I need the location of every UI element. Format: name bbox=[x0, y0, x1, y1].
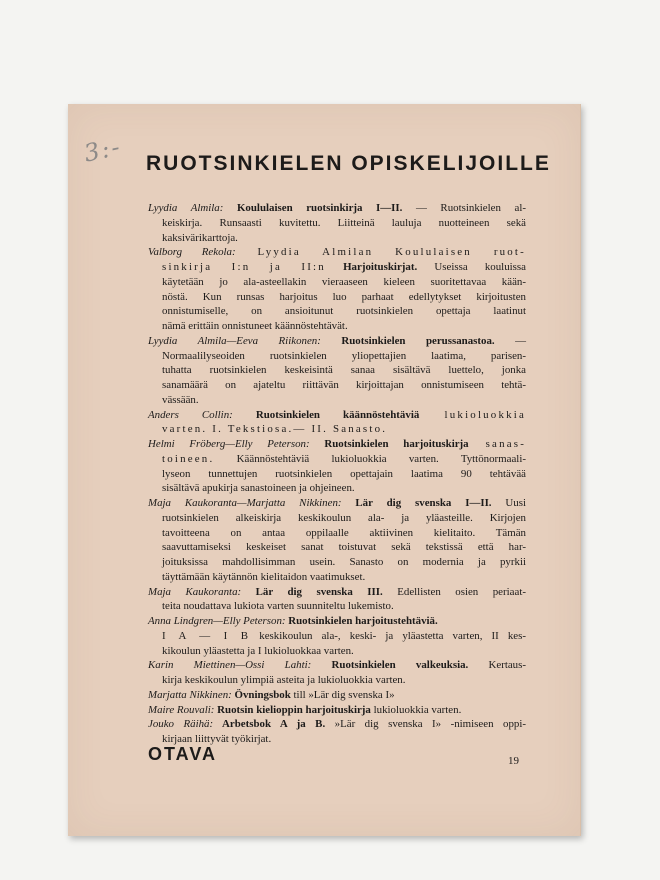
entry-author: Maja Kaukoranta: bbox=[148, 585, 242, 598]
entry-line bbox=[148, 629, 526, 644]
entry-text: till »Lär dig svenska I» bbox=[290, 688, 395, 701]
entry-line: onnistumiselle, on ansioitunut ruotsinkielen opettaja laatinut bbox=[162, 305, 526, 318]
entry-line: nämä erittäin onnistuneet käännöstehtävät. bbox=[162, 320, 348, 332]
entry-line bbox=[148, 614, 526, 629]
entry-title: Ruotsin kielioppin harjoituskirja bbox=[214, 703, 371, 716]
entry-text: lukioluokkia varten. bbox=[370, 703, 462, 716]
entry-line bbox=[148, 585, 526, 600]
entry-line: varten. I. Tekstiosa.— II. Sanasto. bbox=[162, 423, 388, 436]
entry-line bbox=[148, 496, 526, 511]
entry-title: Ruotsinkielen valkeuksia. bbox=[311, 659, 469, 672]
entry-line bbox=[148, 245, 526, 260]
entry-line: tuhatta ruotsinkielen keskeisintä sanaa sisältävä luettelo, jonka bbox=[162, 364, 526, 377]
entry-text: Käännöstehtäviä lukioluokkia varten. Tyttönormaali- bbox=[214, 452, 526, 465]
entry-line: täyttämään käytännön kielitaidon vaatimukset. bbox=[162, 570, 366, 583]
book-entry-almila-koululaisen bbox=[148, 201, 526, 245]
entry-line: kikoulun yläastetta ja I lukioluokkaa varten. bbox=[162, 644, 354, 657]
entry-title: Lär dig svenska I—II. bbox=[341, 497, 492, 509]
entry-author: Maja Kaukoranta—Marjatta Nikkinen: bbox=[148, 497, 342, 509]
entry-line: käytetään jo ala-asteellakin vieraaseen kieleen suoritettavaa kään- bbox=[162, 275, 526, 288]
entry-line: joituksissa mahdollisimman usein. Sanasto on modernia ja pyrkii bbox=[162, 556, 526, 568]
book-entry-raiha-arbetsbok bbox=[148, 717, 526, 747]
entry-author: Marjatta Nikkinen: bbox=[148, 688, 232, 701]
entry-text: sanas- bbox=[468, 438, 527, 450]
book-entry-lar-dig-svenska bbox=[148, 496, 526, 585]
entry-line bbox=[148, 408, 526, 423]
entry-line: Normaalilyseoiden ruotsinkielen yliopettajien laatima, parisen- bbox=[162, 349, 526, 362]
entry-line bbox=[148, 334, 526, 349]
book-entry-perussanastoa bbox=[148, 334, 526, 408]
entry-text: Useissa kouluissa bbox=[417, 261, 526, 273]
entry-text: — bbox=[494, 334, 526, 347]
page-heading: RUOTSINKIELEN OPISKELIJOILLE bbox=[146, 152, 551, 175]
book-entry-lar-dig-svenska-3 bbox=[148, 585, 526, 615]
entry-line: nöstä. Kun runsas harjoitus luo parhaat edellytykset kirjoitusten bbox=[162, 290, 526, 303]
entry-text: keskikoulun ala-, keski- ja yläastetta varten, II kes- bbox=[250, 629, 527, 642]
entry-text: lukioluokkia bbox=[419, 408, 527, 421]
entry-line: teita noudattava lukiota varten suunniteltu lukemisto. bbox=[162, 600, 394, 613]
entry-author: Karin Miettinen—Ossi Lahti: bbox=[148, 659, 312, 672]
book-entry-nikkinen-ovningsbok bbox=[148, 688, 526, 703]
entry-line: vässään. bbox=[162, 393, 199, 406]
entry-line bbox=[148, 437, 526, 452]
entry-title: Övningsbok bbox=[231, 688, 291, 701]
entry-author: Jouko Räihä: bbox=[148, 718, 214, 731]
pencil-annotation: 3:- bbox=[81, 132, 124, 168]
entry-line bbox=[148, 201, 526, 216]
entry-author: Lyydia Almila: bbox=[148, 202, 224, 214]
book-entry-rouvali bbox=[148, 703, 526, 718]
entry-text: toineen. bbox=[162, 452, 215, 465]
entry-author: Anna Lindgren—Elly Peterson: bbox=[148, 615, 286, 627]
book-entry-rekola-harjoituskirjat bbox=[148, 245, 526, 334]
entry-line bbox=[148, 452, 526, 467]
entry-line bbox=[148, 658, 526, 673]
entry-line: lyseon tunnettujen ruotsinkielen opettajain laatima 90 tehtävää bbox=[162, 467, 526, 480]
entry-author: Helmi Fröberg—Elly Peterson: bbox=[148, 438, 310, 450]
entry-title: Ruotsinkielen harjoituskirja bbox=[309, 438, 469, 450]
entry-line: sisältävä apukirja sanastoineen ja ohjeineen. bbox=[162, 482, 355, 495]
entry-line: tavoitteena on antaa oppilaalle aktiivinen kielitaito. Tämän bbox=[162, 526, 526, 539]
entry-text: Edellisten osien periaat- bbox=[382, 585, 526, 598]
entry-line: keiskirja. Runsaasti kuvitettu. Liitteinä lauluja nuotteineen sekä bbox=[162, 216, 526, 229]
publisher-name: OTAVA bbox=[148, 744, 217, 764]
entry-author: Lyydia Almila—Eeva Riikonen: bbox=[148, 334, 321, 347]
entry-title: Ruotsinkielen perussanastoa. bbox=[320, 334, 495, 347]
entry-line: kirjaan liittyvät työkirjat. bbox=[162, 733, 272, 745]
entry-line: kirja keskikoulun ylimpiä asteita ja lukioluokkia varten. bbox=[162, 674, 406, 686]
book-entry-collin bbox=[148, 408, 526, 438]
book-entry-miettinen-lahti bbox=[148, 658, 526, 688]
entry-line bbox=[148, 688, 526, 703]
entry-line: saavuttamiseksi keskeiset sanat toistuvat sekä tekstissä että har- bbox=[162, 541, 526, 554]
entry-line bbox=[148, 703, 526, 718]
entry-text: Lyydia Almilan Koululaisen ruot- bbox=[235, 246, 526, 259]
entry-line: kaksivärikarttoja. bbox=[162, 231, 238, 244]
entry-text: I A — I B bbox=[162, 629, 251, 642]
entry-text: sinkirja I:n ja II:n bbox=[162, 261, 326, 273]
entry-title: Ruotsinkielen harjoitustehtäviä. bbox=[285, 615, 438, 627]
entry-text: — Ruotsinkielen al- bbox=[402, 202, 526, 214]
entry-author: Valborg Rekola: bbox=[148, 246, 236, 259]
page-number: 19 bbox=[508, 755, 519, 767]
entry-line bbox=[148, 260, 526, 275]
entry-text: »Lär dig svenska I» -nimiseen oppi- bbox=[325, 718, 526, 731]
entry-title: Lär dig svenska III. bbox=[241, 585, 383, 598]
entry-title: Ruotsinkielen käännöstehtäviä bbox=[232, 408, 420, 421]
entry-title: Koululaisen ruotsinkirja I—II. bbox=[236, 202, 403, 214]
entry-author: Anders Collin: bbox=[148, 408, 233, 421]
entry-line: sanamäärä on ajateltu riittävän kirjoittajan onnistumiseen tehtä- bbox=[162, 379, 526, 391]
entry-title: Arbetsbok A ja B. bbox=[213, 718, 326, 731]
entry-text: Kertaus- bbox=[468, 659, 526, 672]
book-entry-froberg-peterson bbox=[148, 437, 526, 496]
book-list bbox=[148, 201, 526, 747]
entry-line: ruotsinkielen alkeiskirja keskikoulun ala- ja yläasteille. Kirjojen bbox=[162, 511, 526, 524]
entry-line bbox=[148, 717, 526, 732]
book-entry-lindgren-peterson bbox=[148, 614, 526, 658]
entry-title: Harjoituskirjat. bbox=[325, 261, 418, 273]
entry-author: Maire Rouvali: bbox=[148, 703, 215, 716]
entry-text: Uusi bbox=[491, 497, 526, 509]
